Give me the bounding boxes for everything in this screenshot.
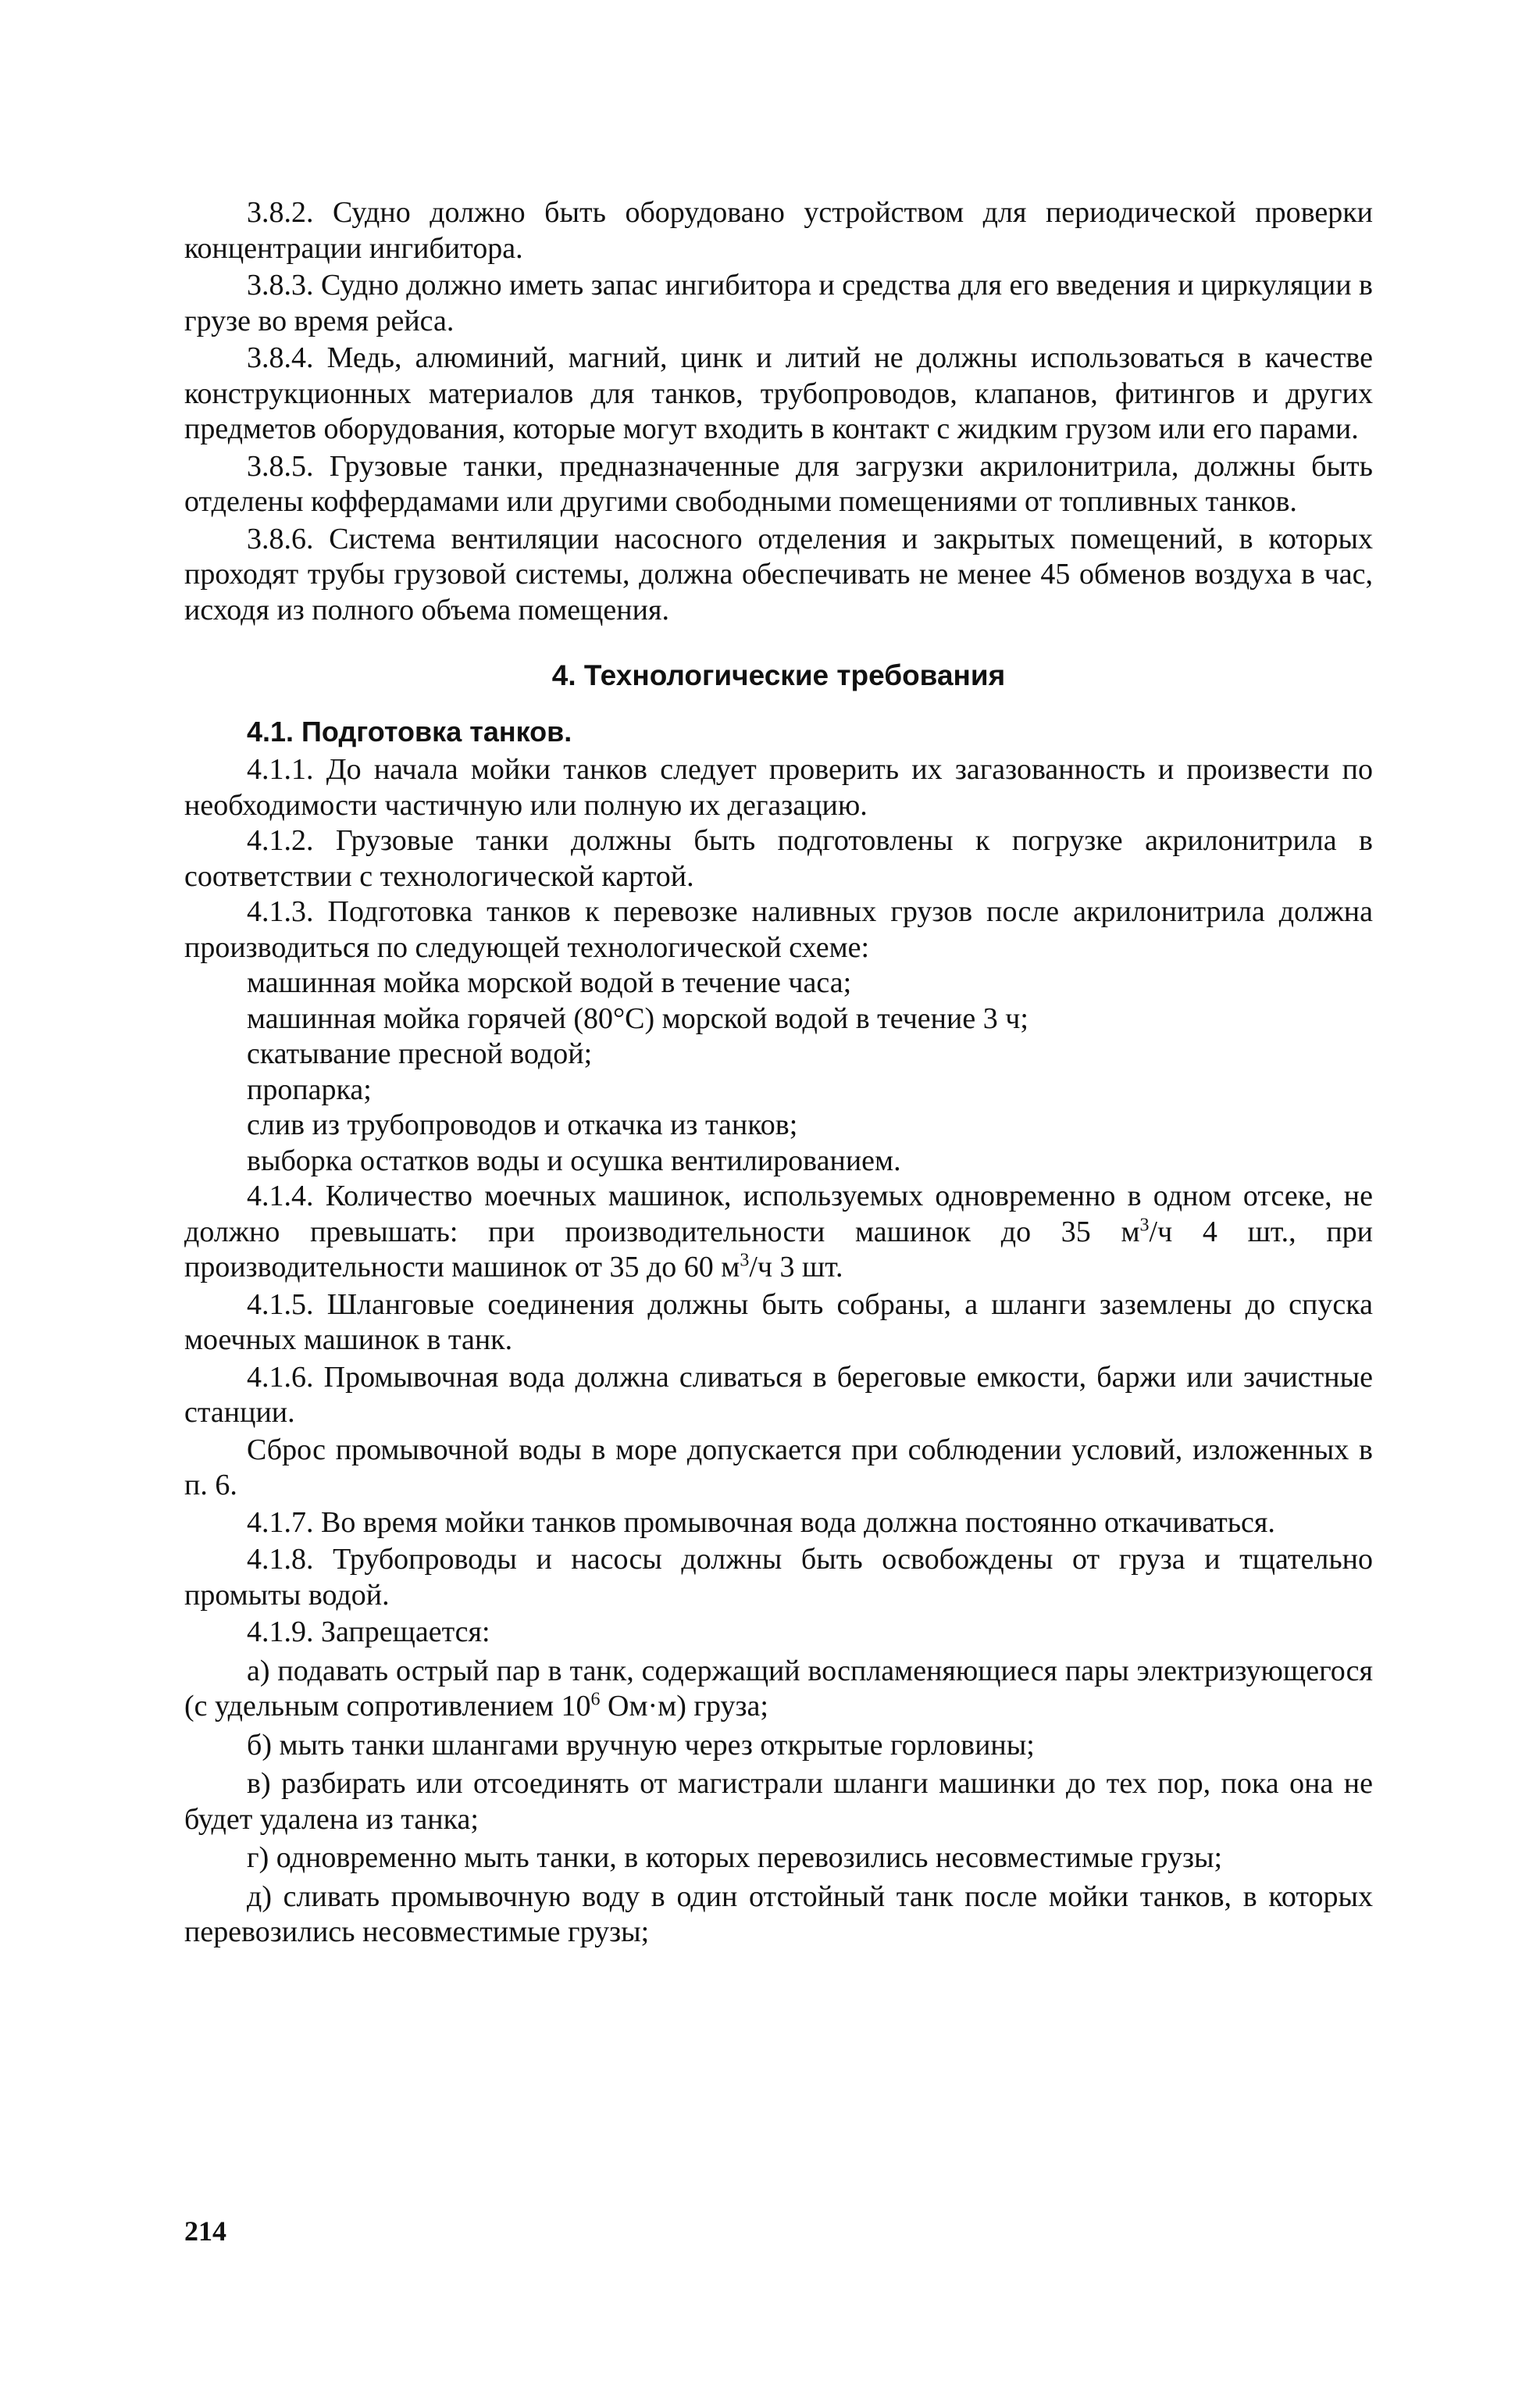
paragraph-4-1-4 <box>184 1179 1373 1286</box>
prohibition-item-d: д) сливать промывочную воду в один отстойный танк после мойки танков, в которых перевозились несовместимые грузы; <box>184 1880 1373 1948</box>
prohibition-item-a-text: а) подавать острый пар в танк, содержащий воспламеняющиеся пары электризующегося (с удельным сопротивлением 10 <box>184 1654 1373 1722</box>
prohibition-item-b: б) мыть танки шлангами вручную через открытые горловины; <box>247 1728 1035 1762</box>
exponent-superscript: 6 <box>590 1689 601 1710</box>
scheme-step: машинная мойка горячей (80°C) морской водой в течение 3 ч; <box>247 1001 1028 1035</box>
subsection-heading: 4.1. Подготовка танков. <box>247 715 572 748</box>
paragraph-discharge: Сброс промывочной воды в море допускается при соблюдении условий, изложенных в п. 6. <box>184 1433 1373 1501</box>
page-number: 214 <box>184 2215 226 2247</box>
paragraph-4-1-5: 4.1.5. Шланговые соединения должны быть собраны, а шланги заземлены до спуска моечных машинок в танк. <box>184 1287 1373 1356</box>
scheme-step: скатывание пресной водой; <box>247 1037 593 1070</box>
scheme-step: слив из трубопроводов и откачка из танков; <box>247 1108 798 1141</box>
scheme-step: машинная мойка морской водой в течение часа; <box>247 966 852 999</box>
paragraph-3-8-5: 3.8.5. Грузовые танки, предназначенные для загрузки акрилонитрила, должны быть отделены коффердамами или другими свободными помещениями от топливных танков. <box>184 449 1373 518</box>
scheme-step: выборка остатков воды и осушка вентилированием. <box>247 1144 901 1177</box>
paragraph-3-8-4: 3.8.4. Медь, алюминий, магний, цинк и литий не должны использоваться в качестве конструкционных материалов для танков, трубопроводов, клапанов, фитингов и других предметов оборудования, которые могут входить в контакт с жидким грузом или его парами. <box>184 341 1373 445</box>
prohibition-item-v: в) разбирать или отсоединять от магистрали шланги машинки до тех пор, пока она не будет удалена из танка; <box>184 1767 1373 1836</box>
paragraph-4-1-6: 4.1.6. Промывочная вода должна сливаться в береговые емкости, баржи или зачистные станции. <box>184 1360 1373 1429</box>
paragraph-4-1-9: 4.1.9. Запрещается: <box>247 1615 490 1648</box>
prohibition-item-g: г) одновременно мыть танки, в которых перевозились несовместимые грузы; <box>247 1841 1223 1874</box>
paragraph-4-1-4-part-c: /ч 3 шт. <box>749 1251 843 1283</box>
paragraph-3-8-3: 3.8.3. Судно должно иметь запас ингибитора и средства для его введения и циркуляции в грузе во время рейса. <box>184 269 1373 337</box>
paragraph-4-1-2: 4.1.2. Грузовые танки должны быть подготовлены к погрузке акрилонитрила в соответствии с технологической картой. <box>184 824 1373 893</box>
paragraph-4-1-7: 4.1.7. Во время мойки танков промывочная вода должна постоянно откачиваться. <box>247 1505 1275 1539</box>
scheme-step: пропарка; <box>247 1073 372 1106</box>
paragraph-4-1-1: 4.1.1. До начала мойки танков следует проверить их загазованность и произвести по необходимости частичную или полную их дегазацию. <box>184 753 1373 822</box>
page-body <box>184 195 1373 1951</box>
cubic-superscript: 3 <box>1139 1214 1150 1235</box>
paragraph-4-1-3: 4.1.3. Подготовка танков к перевозке наливных грузов после акрилонитрила должна производиться по следующей технологической схеме: <box>184 895 1373 964</box>
paragraph-4-1-4-part-a: 4.1.4. Количество моечных машинок, используемых одновременно в одном отсеке, не должно превышать: при производительности машинок до 35 м <box>184 1180 1373 1248</box>
prohibition-item-a-tail: Ом·м) груза; <box>600 1690 768 1722</box>
paragraph-4-1-4-part-b: /ч 4 шт., при производительности машинок от 35 до 60 м <box>184 1215 1373 1283</box>
prohibition-item-a <box>184 1654 1373 1725</box>
paragraph-3-8-2: 3.8.2. Судно должно быть оборудовано устройством для периодической проверки концентрации ингибитора. <box>184 196 1373 265</box>
paragraph-4-1-8: 4.1.8. Трубопроводы и насосы должны быть освобождены от груза и тщательно промыты водой. <box>184 1543 1373 1612</box>
section-heading: 4. Технологические требования <box>551 659 1006 691</box>
cubic-superscript: 3 <box>740 1250 750 1271</box>
paragraph-3-8-6: 3.8.6. Система вентиляции насосного отделения и закрытых помещений, в которых проходят трубы грузовой системы, должна обеспечивать не менее 45 обменов воздуха в час, исходя из полного объема помещения. <box>184 522 1373 627</box>
